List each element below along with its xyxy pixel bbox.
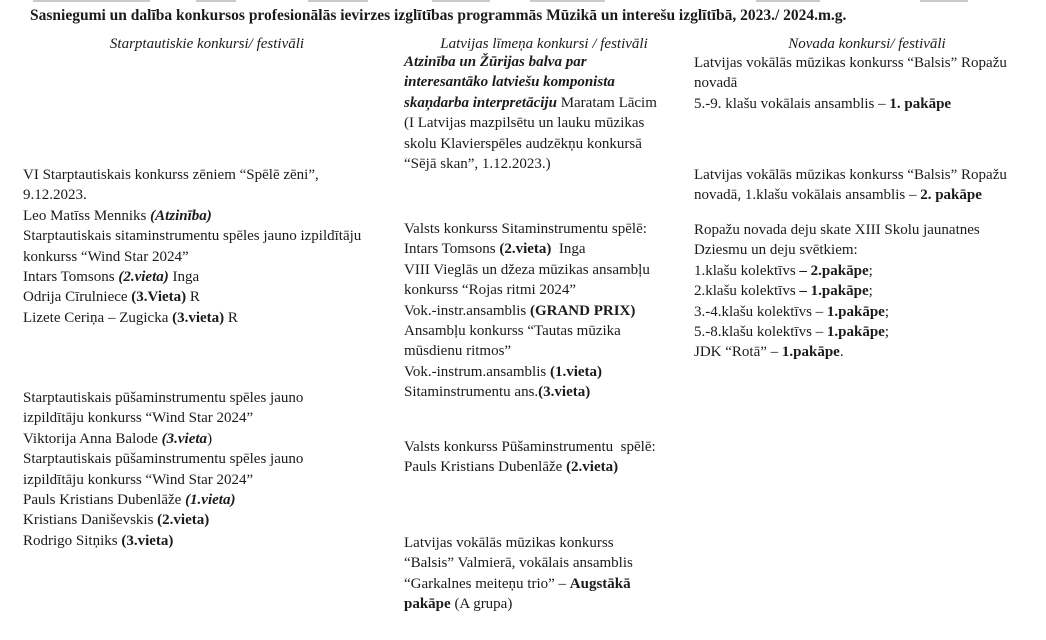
text-run: (2.vieta) — [118, 269, 169, 286]
text-run: Intars Tomsons — [23, 269, 119, 286]
text-line — [694, 94, 1007, 114]
text-run: izpildītāju konkurss “Wind Star 2024” — [23, 471, 254, 488]
text-run: Dziesmu un deju svētkiem: — [694, 242, 858, 259]
text-run: Starptautiskais pūšaminstrumentu spēles jauno — [23, 451, 304, 468]
screen-edge-artifact — [308, 0, 368, 2]
screen-edge-artifact — [920, 0, 968, 2]
text-run: 1.pakāpe — [826, 303, 885, 320]
text-line — [404, 321, 650, 341]
text-run: (Atzinība) — [150, 207, 212, 224]
text-run: Viktorija Anna Balode — [23, 430, 162, 447]
text-line — [694, 302, 980, 322]
text-line — [23, 185, 361, 205]
text-line — [694, 261, 980, 281]
text-line — [404, 52, 657, 72]
text-run: Starptautiskais sitaminstrumentu spēles jauno izpildītāju — [23, 228, 362, 245]
text-run: novadā — [694, 75, 738, 92]
text-line — [404, 154, 657, 174]
text-line — [23, 247, 361, 267]
text-run: Vok.-instr.ansamblis — [404, 302, 530, 319]
text-run: Rodrigo Sitņiks — [23, 532, 122, 549]
text-line — [404, 93, 657, 113]
text-run: 5.-8.klašu kolektīvs – — [694, 324, 827, 341]
text-run: (3.vieta — [161, 430, 208, 447]
column-header-regional: Novada konkursi/ festivāli — [788, 36, 946, 52]
text-run: – 1.pakāpe — [799, 283, 869, 300]
text-run: (2.vieta) — [157, 512, 210, 529]
text-run: ; — [868, 262, 873, 279]
text-block-regional-1 — [694, 53, 1007, 114]
text-line — [404, 382, 650, 402]
text-line — [404, 574, 633, 594]
text-run: Latvijas vokālās mūzikas konkurss “Balsis” Ropažu — [694, 167, 1007, 183]
text-block-regional-2 — [694, 165, 1007, 206]
column-header-national: Latvijas līmeņa konkursi / festivāli — [440, 36, 648, 52]
text-run: konkurss “Rojas ritmi 2024” — [404, 282, 577, 299]
text-line — [23, 449, 303, 469]
text-run: . — [839, 344, 844, 361]
text-run: (GRAND PRIX) — [529, 302, 636, 319]
text-run: (1.vieta) — [549, 363, 603, 380]
text-run: Maratam Lācim — [556, 94, 657, 111]
text-run: (3.vieta) — [538, 384, 591, 401]
text-run: Vok.-instrum.ansamblis — [404, 363, 550, 380]
text-run: “Garkalnes meiteņu trio” – — [404, 575, 570, 592]
text-run: Starptautiskais pūšaminstrumentu spēles jauno — [23, 390, 304, 406]
text-line — [694, 281, 980, 301]
document-title: Sasniegumi un dalība konkursos profesionālās ievirzes izglītības programmās Mūzikā un interešu izglītībā, 2023./ 2024.m.g. — [30, 7, 847, 24]
text-run: Lizete Ceriņa – Zugicka — [23, 309, 173, 326]
text-run: 2.klašu kolektīvs — [694, 283, 800, 300]
text-run: Augstākā — [569, 575, 631, 592]
text-line — [404, 113, 657, 133]
text-run: skaņdarba interpretāciju — [404, 94, 557, 111]
text-run: (3.Vieta) — [131, 289, 187, 306]
text-run: Inga — [168, 269, 200, 286]
text-run: Kristians Daniševskis — [23, 512, 158, 529]
text-line — [23, 206, 361, 226]
text-run: izpildītāju konkurss “Wind Star 2024” — [23, 410, 254, 427]
text-run: Odrija Cīrulniece — [23, 289, 132, 306]
text-run: (2.vieta) — [499, 241, 552, 258]
text-run: 5.-9. klašu vokālais ansamblis – — [694, 95, 890, 112]
text-run: Sitaminstrumentu ans. — [404, 384, 539, 401]
text-line — [23, 287, 361, 307]
text-run: ; — [868, 283, 873, 300]
text-run: Intars Tomsons — [404, 241, 500, 258]
text-line — [404, 134, 657, 154]
text-run: ; — [884, 324, 890, 341]
text-run: Atzinība un Žūrijas balva par — [404, 54, 587, 70]
text-run: Ropažu novada deju skate XIII Skolu jaunatnes — [694, 222, 980, 238]
text-line — [404, 553, 633, 573]
text-run: Latvijas vokālās mūzikas konkurss “Balsis” Ropažu — [694, 55, 1007, 71]
text-run: (3.vieta) — [172, 309, 225, 326]
text-line — [23, 429, 303, 449]
text-line — [404, 594, 633, 614]
text-line — [694, 322, 980, 342]
text-run: Pauls Kristians Dubenlāže — [23, 492, 186, 509]
text-run: “Sējā skan”, 1.12.2023.) — [404, 156, 551, 173]
text-block-national-4 — [404, 533, 633, 615]
text-run: ) — [207, 430, 213, 447]
screen-edge-artifact — [756, 0, 820, 2]
text-run: R — [186, 289, 200, 306]
text-block-national-3 — [404, 437, 656, 478]
text-run: 3.-4.klašu kolektīvs – — [694, 303, 827, 320]
text-line — [23, 226, 361, 246]
text-run: JDK “Rotā” – — [694, 344, 782, 361]
text-run: Ansambļu konkurss “Tautas mūzika — [404, 323, 621, 340]
screen-edge-artifact — [530, 0, 605, 2]
column-header-international: Starptautiskie konkursi/ festivāli — [109, 36, 305, 52]
text-run: 1.pakāpe — [781, 344, 840, 361]
text-line — [23, 267, 361, 287]
text-line — [694, 73, 1007, 93]
text-run: Valsts konkurss Pūšaminstrumentu spēlē: — [404, 439, 656, 455]
screen-edge-artifact — [196, 0, 236, 2]
text-run: R — [224, 309, 238, 326]
text-line — [694, 240, 980, 260]
text-line — [404, 239, 650, 259]
text-line — [694, 185, 1007, 205]
text-line — [23, 531, 303, 551]
text-line — [404, 72, 657, 92]
text-line — [694, 165, 1007, 185]
text-line — [404, 437, 656, 457]
text-line — [23, 308, 361, 328]
text-line — [23, 510, 303, 530]
text-run: VI Starptautiskais konkurss zēniem “Spēlē zēni”, — [23, 167, 319, 183]
text-run: Inga — [551, 241, 586, 258]
text-block-international-2 — [23, 388, 303, 551]
text-run: 2. pakāpe — [920, 187, 982, 204]
text-line — [694, 342, 980, 362]
text-run: – 2.pakāpe — [799, 262, 869, 279]
text-run: konkurss “Wind Star 2024” — [23, 248, 189, 265]
text-line — [404, 280, 650, 300]
text-run: (1.vieta) — [185, 492, 236, 509]
text-line — [23, 408, 303, 428]
text-run: novadā, 1.klašu vokālais ansamblis – — [694, 187, 921, 204]
text-line — [404, 301, 650, 321]
text-run: skolu Klavierspēles audzēkņu konkursā — [404, 135, 642, 152]
text-run: 9.12.2023. — [23, 187, 87, 204]
text-block-international-1 — [23, 165, 361, 328]
text-run: Leo Matīss Menniks — [23, 207, 151, 224]
text-block-regional-3 — [694, 220, 980, 363]
text-run: 1.klašu kolektīvs — [694, 262, 800, 279]
text-line — [23, 470, 303, 490]
text-run: (A grupa) — [450, 596, 513, 613]
text-run: “Balsis” Valmierā, vokālais ansamblis — [404, 555, 633, 572]
screen-edge-artifact — [432, 0, 490, 2]
text-run: pakāpe — [404, 596, 451, 613]
text-line — [404, 533, 633, 553]
text-run: 1.pakāpe — [826, 324, 885, 341]
text-line — [404, 219, 650, 239]
text-run: (I Latvijas mazpilsētu un lauku mūzikas — [404, 115, 645, 132]
text-line — [23, 165, 361, 185]
text-run: Pauls Kristians Dubenlāže — [404, 459, 567, 476]
text-run: ; — [884, 303, 890, 320]
text-line — [404, 457, 656, 477]
text-run: 1. pakāpe — [889, 95, 952, 112]
text-run: interesantāko latviešu komponista — [404, 74, 615, 91]
text-line — [23, 490, 303, 510]
screen-edge-artifact — [33, 0, 150, 2]
text-run: Valsts konkurss Sitaminstrumentu spēlē: — [404, 221, 647, 237]
text-run: mūsdienu ritmos” — [404, 343, 512, 360]
text-line — [694, 53, 1007, 73]
text-run: (3.vieta) — [121, 532, 174, 549]
text-block-national-1 — [404, 52, 657, 174]
text-line — [23, 388, 303, 408]
text-run: VIII Vieglās un džeza mūzikas ansambļu — [404, 261, 650, 278]
text-line — [404, 260, 650, 280]
text-line — [404, 362, 650, 382]
text-run: (2.vieta) — [566, 459, 619, 476]
text-line — [694, 220, 980, 240]
text-block-national-2 — [404, 219, 650, 403]
text-run: Latvijas vokālās mūzikas konkurss — [404, 535, 614, 551]
text-line — [404, 341, 650, 361]
